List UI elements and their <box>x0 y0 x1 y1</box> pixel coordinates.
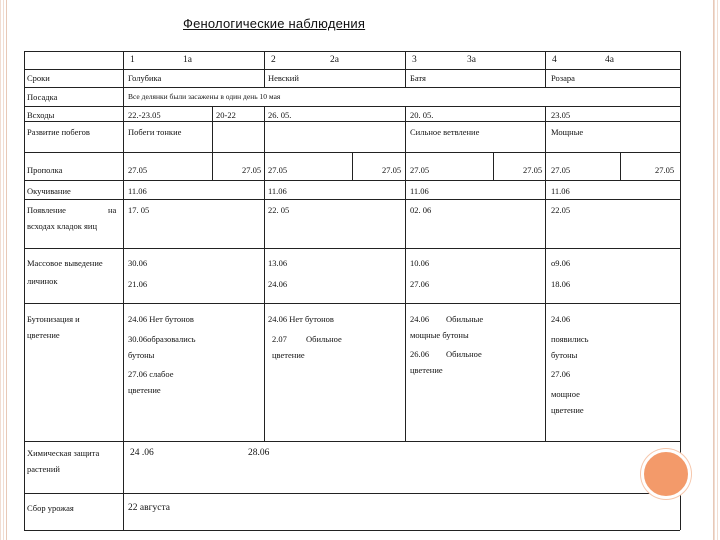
cell-value: бутоны <box>551 350 578 360</box>
col-line <box>264 51 265 87</box>
cell-value: 22.-23.05 <box>128 110 161 120</box>
row-label: Сроки <box>27 73 50 83</box>
cell-value: 24.06 <box>551 314 571 324</box>
cell-value: 30.06 <box>128 258 148 268</box>
row-label: растений <box>27 464 60 474</box>
col-line <box>545 51 546 87</box>
cell-value: 11.06 <box>551 186 570 196</box>
cell-value: 27.05 <box>551 165 571 175</box>
cell-value: Обильное <box>306 334 342 344</box>
cell-value: 02. 06 <box>410 205 432 215</box>
row-label: Всходы <box>27 110 55 120</box>
cell-value: 24.06 Нет бутонов <box>268 314 334 324</box>
decorative-circle <box>641 449 691 499</box>
cell-value: 27.05 <box>382 165 402 175</box>
row-label: Бутонизация и <box>27 314 80 324</box>
cell-value: 27.06 слабое <box>128 369 174 379</box>
cell-value: 11.06 <box>410 186 429 196</box>
cell-value: Обильное <box>446 349 482 359</box>
cell-value: 13.06 <box>268 258 288 268</box>
row-label: Развитие побегов <box>27 127 90 137</box>
cell-value: 21.06 <box>128 279 148 289</box>
cell-value: появились <box>551 334 589 344</box>
col-line <box>212 152 213 180</box>
row-label: Массовое выведение <box>27 258 103 268</box>
col-line <box>264 106 265 441</box>
cell-value: 11.06 <box>268 186 287 196</box>
cell-value: 20-22 <box>216 110 236 120</box>
row-label: Химическая защита <box>27 448 100 458</box>
row-label: всходах кладок яиц <box>27 221 98 231</box>
cell-value: Сильное ветвление <box>410 127 480 137</box>
variety-name: Невский <box>268 73 299 83</box>
cell-value: 24.06 Нет бутонов <box>128 314 194 324</box>
cell-value: 22. 05 <box>268 205 290 215</box>
cell-value: мощные бутоны <box>410 330 469 340</box>
cell-value: 27.05 <box>242 165 262 175</box>
cell-value: 11.06 <box>128 186 147 196</box>
cell-value: о9.06 <box>551 258 571 268</box>
cell-value: Мощные <box>551 127 584 137</box>
cell-value: 17. 05 <box>128 205 150 215</box>
row-label: Появление <box>27 205 66 215</box>
cell-value: 27.06 <box>551 369 571 379</box>
cell-value: Побеги тонкие <box>128 127 182 137</box>
row-label: Прополка <box>27 165 63 175</box>
variety-name: Голубика <box>128 73 162 83</box>
cell-value: 20. 05. <box>410 110 434 120</box>
cell-value: мощное <box>551 389 580 399</box>
col-line <box>493 152 494 180</box>
col-line <box>123 51 124 530</box>
cell-value: 22.05 <box>551 205 571 215</box>
cell-value: 23.05 <box>551 110 571 120</box>
variety-name: Розара <box>551 73 575 83</box>
col-line <box>212 106 213 152</box>
cell-value: 27.05 <box>268 165 288 175</box>
col-line <box>405 106 406 441</box>
col-num: 3а <box>467 55 476 65</box>
row-label: Посадка <box>27 92 58 102</box>
cell-value: 27.05 <box>128 165 148 175</box>
cell-value: 27.05 <box>410 165 430 175</box>
col-num: 1а <box>183 55 192 65</box>
cell-value: 24 .06 <box>130 448 154 458</box>
cell-value: 28.06 <box>248 448 270 458</box>
cell-value: 22 августа <box>128 503 170 513</box>
col-line <box>620 152 621 180</box>
col-num: 1 <box>130 55 135 65</box>
row-label: Окучивание <box>27 186 71 196</box>
row-label: личинок <box>27 276 58 286</box>
cell-value: 30.06образовались <box>128 334 196 344</box>
col-num: 2 <box>271 55 276 65</box>
col-num: 4а <box>605 55 614 65</box>
cell-value: цветение <box>128 385 161 395</box>
variety-name: Батя <box>410 73 426 83</box>
cell-value: цветение <box>410 365 443 375</box>
cell-value: цветение <box>272 350 305 360</box>
col-num: 2а <box>330 55 339 65</box>
row-label: Сбор урожая <box>27 503 74 513</box>
cell-value: цветение <box>551 405 584 415</box>
cell-value: 24.06 <box>410 314 430 324</box>
row-label: цветение <box>27 330 60 340</box>
row-label: на <box>108 205 117 215</box>
cell-value: Обильные <box>446 314 484 324</box>
col-line <box>405 51 406 87</box>
cell-value: 27.06 <box>410 279 430 289</box>
page-title: Фенологические наблюдения <box>183 16 366 31</box>
planting-note: Все делянки были засажены в один день 10 мая <box>128 92 281 101</box>
cell-value: 18.06 <box>551 279 571 289</box>
col-num: 3 <box>412 55 417 65</box>
cell-value: 24.06 <box>268 279 288 289</box>
col-line <box>352 152 353 180</box>
col-line <box>24 51 25 530</box>
cell-value: 27.05 <box>523 165 543 175</box>
cell-value: 10.06 <box>410 258 430 268</box>
cell-value: бутоны <box>128 350 155 360</box>
cell-value: 27.05 <box>655 165 675 175</box>
row-line <box>24 530 680 531</box>
cell-value: 26.06 <box>410 349 430 359</box>
col-line <box>545 106 546 441</box>
cell-value: 26. 05. <box>268 110 292 120</box>
cell-value: 2.07 <box>272 334 287 344</box>
col-num: 4 <box>552 55 557 65</box>
